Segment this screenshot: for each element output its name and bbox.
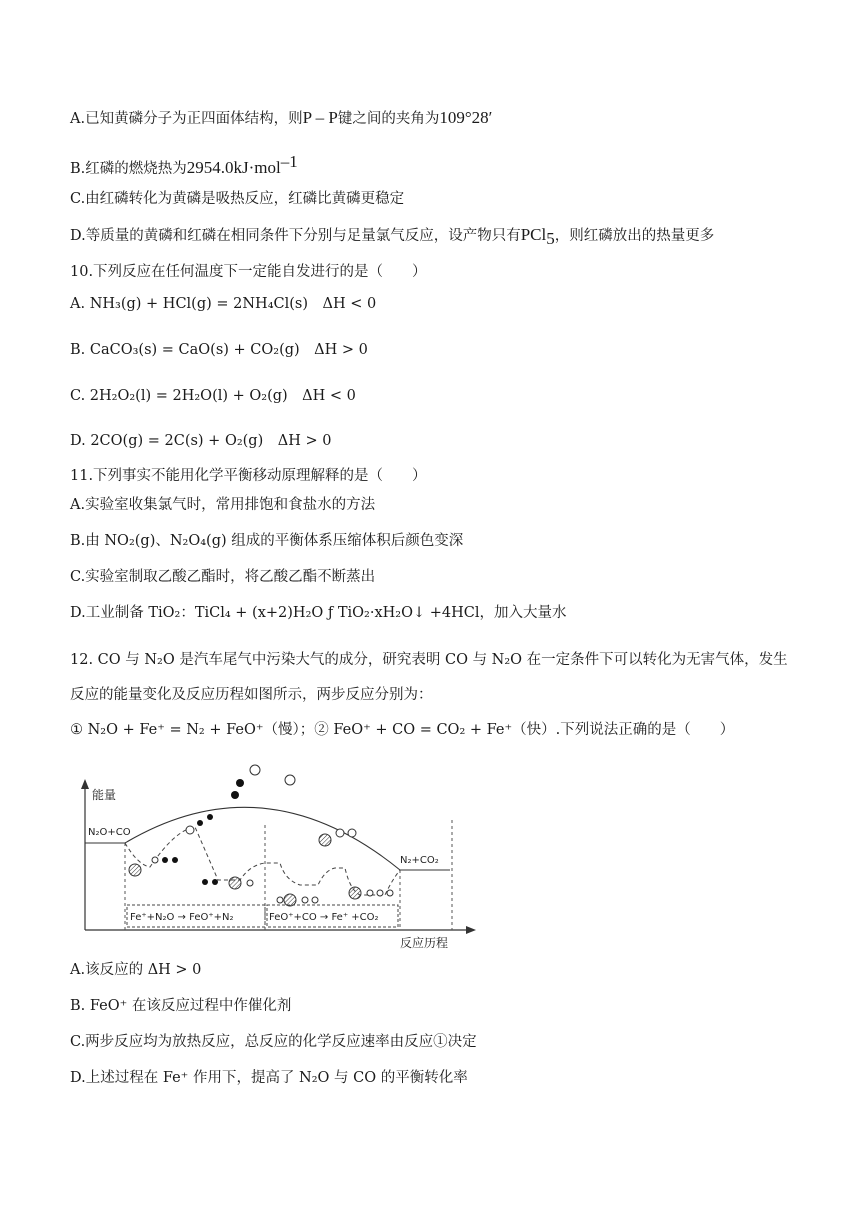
atom-icon [336, 829, 344, 837]
q9-option-b-sup: –1 [280, 152, 298, 171]
atom-icon [152, 857, 158, 863]
q12-stem-line1: 12. CO 与 N₂O 是汽车尾气中污染大气的成分，研究表明 CO 与 N₂O 在一定条件下可以转化为无害气体，发生 [70, 652, 788, 668]
atom-icon [207, 814, 213, 820]
x-axis-label: 反应历程 [400, 936, 449, 950]
q11-stem: 11.下列事实不能用化学平衡移动原理解释的是（ ） [70, 468, 427, 484]
q10-option-b: B. CaCO₃(s) = CaO(s) + CO₂(g) ΔH > 0 [70, 342, 368, 358]
atom-icon [302, 897, 308, 903]
y-axis-label: 能量 [92, 788, 117, 802]
q10-stem: 10.下列反应在任何温度下一定能自发进行的是（ ） [70, 264, 427, 280]
atom-icon [312, 897, 318, 903]
atom-icon [236, 779, 244, 787]
atom-icon [285, 775, 295, 785]
q9-option-a-text2: 键之间的夹角为 [337, 111, 440, 127]
q12-option-c: C.两步反应均为放热反应，总反应的化学反应速率由反应①决定 [70, 1034, 477, 1050]
fe-ion-icon [319, 834, 331, 846]
fe-ion-icon [284, 894, 296, 906]
atom-icon [197, 820, 203, 826]
q9-option-a-text: A.已知黄磷分子为正四面体结构，则 [70, 111, 303, 127]
atom-icon [348, 829, 356, 837]
molecule-illustrations [129, 765, 393, 906]
atom-icon [212, 879, 218, 885]
q9-option-d [70, 225, 714, 249]
fe-ion-icon [349, 887, 361, 899]
q10-option-a: A. NH₃(g) + HCl(g) = 2NH₄Cl(s) ΔH < 0 [70, 296, 377, 312]
atom-icon [162, 857, 168, 863]
atom-icon [202, 879, 208, 885]
q9-option-d-text2: ，则红磷放出的热量更多 [554, 228, 715, 244]
y-axis-arrow [81, 779, 89, 789]
q9-option-a [70, 108, 492, 129]
q9-option-d-sub: 5 [546, 228, 555, 248]
q11-option-b: B.由 NO₂(g)、N₂O₄(g) 组成的平衡体系压缩体积后颜色变深 [70, 533, 464, 549]
x-axis-arrow [466, 926, 476, 934]
q12-stem-line3: ① N₂O + Fe⁺ = N₂ + FeO⁺（慢）；② FeO⁺ + CO = CO₂ + Fe⁺（快）.下列说法正确的是（ ） [70, 722, 735, 738]
q9-option-d-text: D.等质量的黄磷和红磷在相同条件下分别与足量氯气反应，设产物只有 [70, 228, 521, 244]
q9-option-c: C.由红磷转化为黄磷是吸热反应，红磷比黄磷更稳定 [70, 191, 405, 207]
atom-icon [277, 897, 283, 903]
reactants-label: N₂O+CO [88, 827, 131, 838]
q11-option-c: C.实验室制取乙酸乙酯时，将乙酸乙酯不断蒸出 [70, 569, 376, 585]
q12-stem-line2: 反应的能量变化及反应历程如图所示，两步反应分别为： [70, 687, 433, 703]
atom-icon [377, 890, 383, 896]
q9-option-a-formula: P – P [302, 108, 338, 127]
q9-option-d-formula: PCl [520, 225, 547, 244]
q9-option-b-text: B.红磷的燃烧热为 [70, 160, 187, 177]
q12-option-a: A.该反应的 ΔH > 0 [70, 962, 202, 978]
q12-option-b: B. FeO⁺ 在该反应过程中作催化剂 [70, 998, 292, 1014]
atom-icon [231, 791, 239, 799]
step2-label: FeO⁺+CO → Fe⁺ +CO₂ [269, 912, 379, 923]
uncatalyzed-energy-curve [85, 807, 450, 870]
q12-option-d: D.上述过程在 Fe⁺ 作用下，提高了 N₂O 与 CO 的平衡转化率 [70, 1070, 468, 1086]
q9-option-a-angle: 109°28′ [439, 108, 493, 127]
fe-ion-icon [229, 877, 241, 889]
products-label: N₂+CO₂ [400, 855, 439, 866]
fe-ion-icon [129, 864, 141, 876]
q11-option-a: A.实验室收集氯气时，常用排饱和食盐水的方法 [70, 497, 376, 513]
atom-icon [172, 857, 178, 863]
q10-option-c: C. 2H₂O₂(l) = 2H₂O(l) + O₂(g) ΔH < 0 [70, 388, 356, 404]
q11-option-d: D.工业制备 TiO₂：TiCl₄ + (x+2)H₂O ƒ TiO₂·xH₂O↓ +4HCl，加入大量水 [70, 605, 567, 621]
atom-icon [387, 890, 393, 896]
q9-option-b [70, 152, 298, 179]
step1-label: Fe⁺+N₂O → FeO⁺+N₂ [130, 912, 234, 923]
energy-profile-diagram [80, 755, 480, 955]
atom-icon [186, 826, 194, 834]
atom-icon [250, 765, 260, 775]
atom-icon [367, 890, 373, 896]
atom-icon [247, 880, 253, 886]
q9-option-b-value: 2954.0kJ·mol [186, 157, 281, 177]
q10-option-d: D. 2CO(g) = 2C(s) + O₂(g) ΔH > 0 [70, 433, 332, 449]
